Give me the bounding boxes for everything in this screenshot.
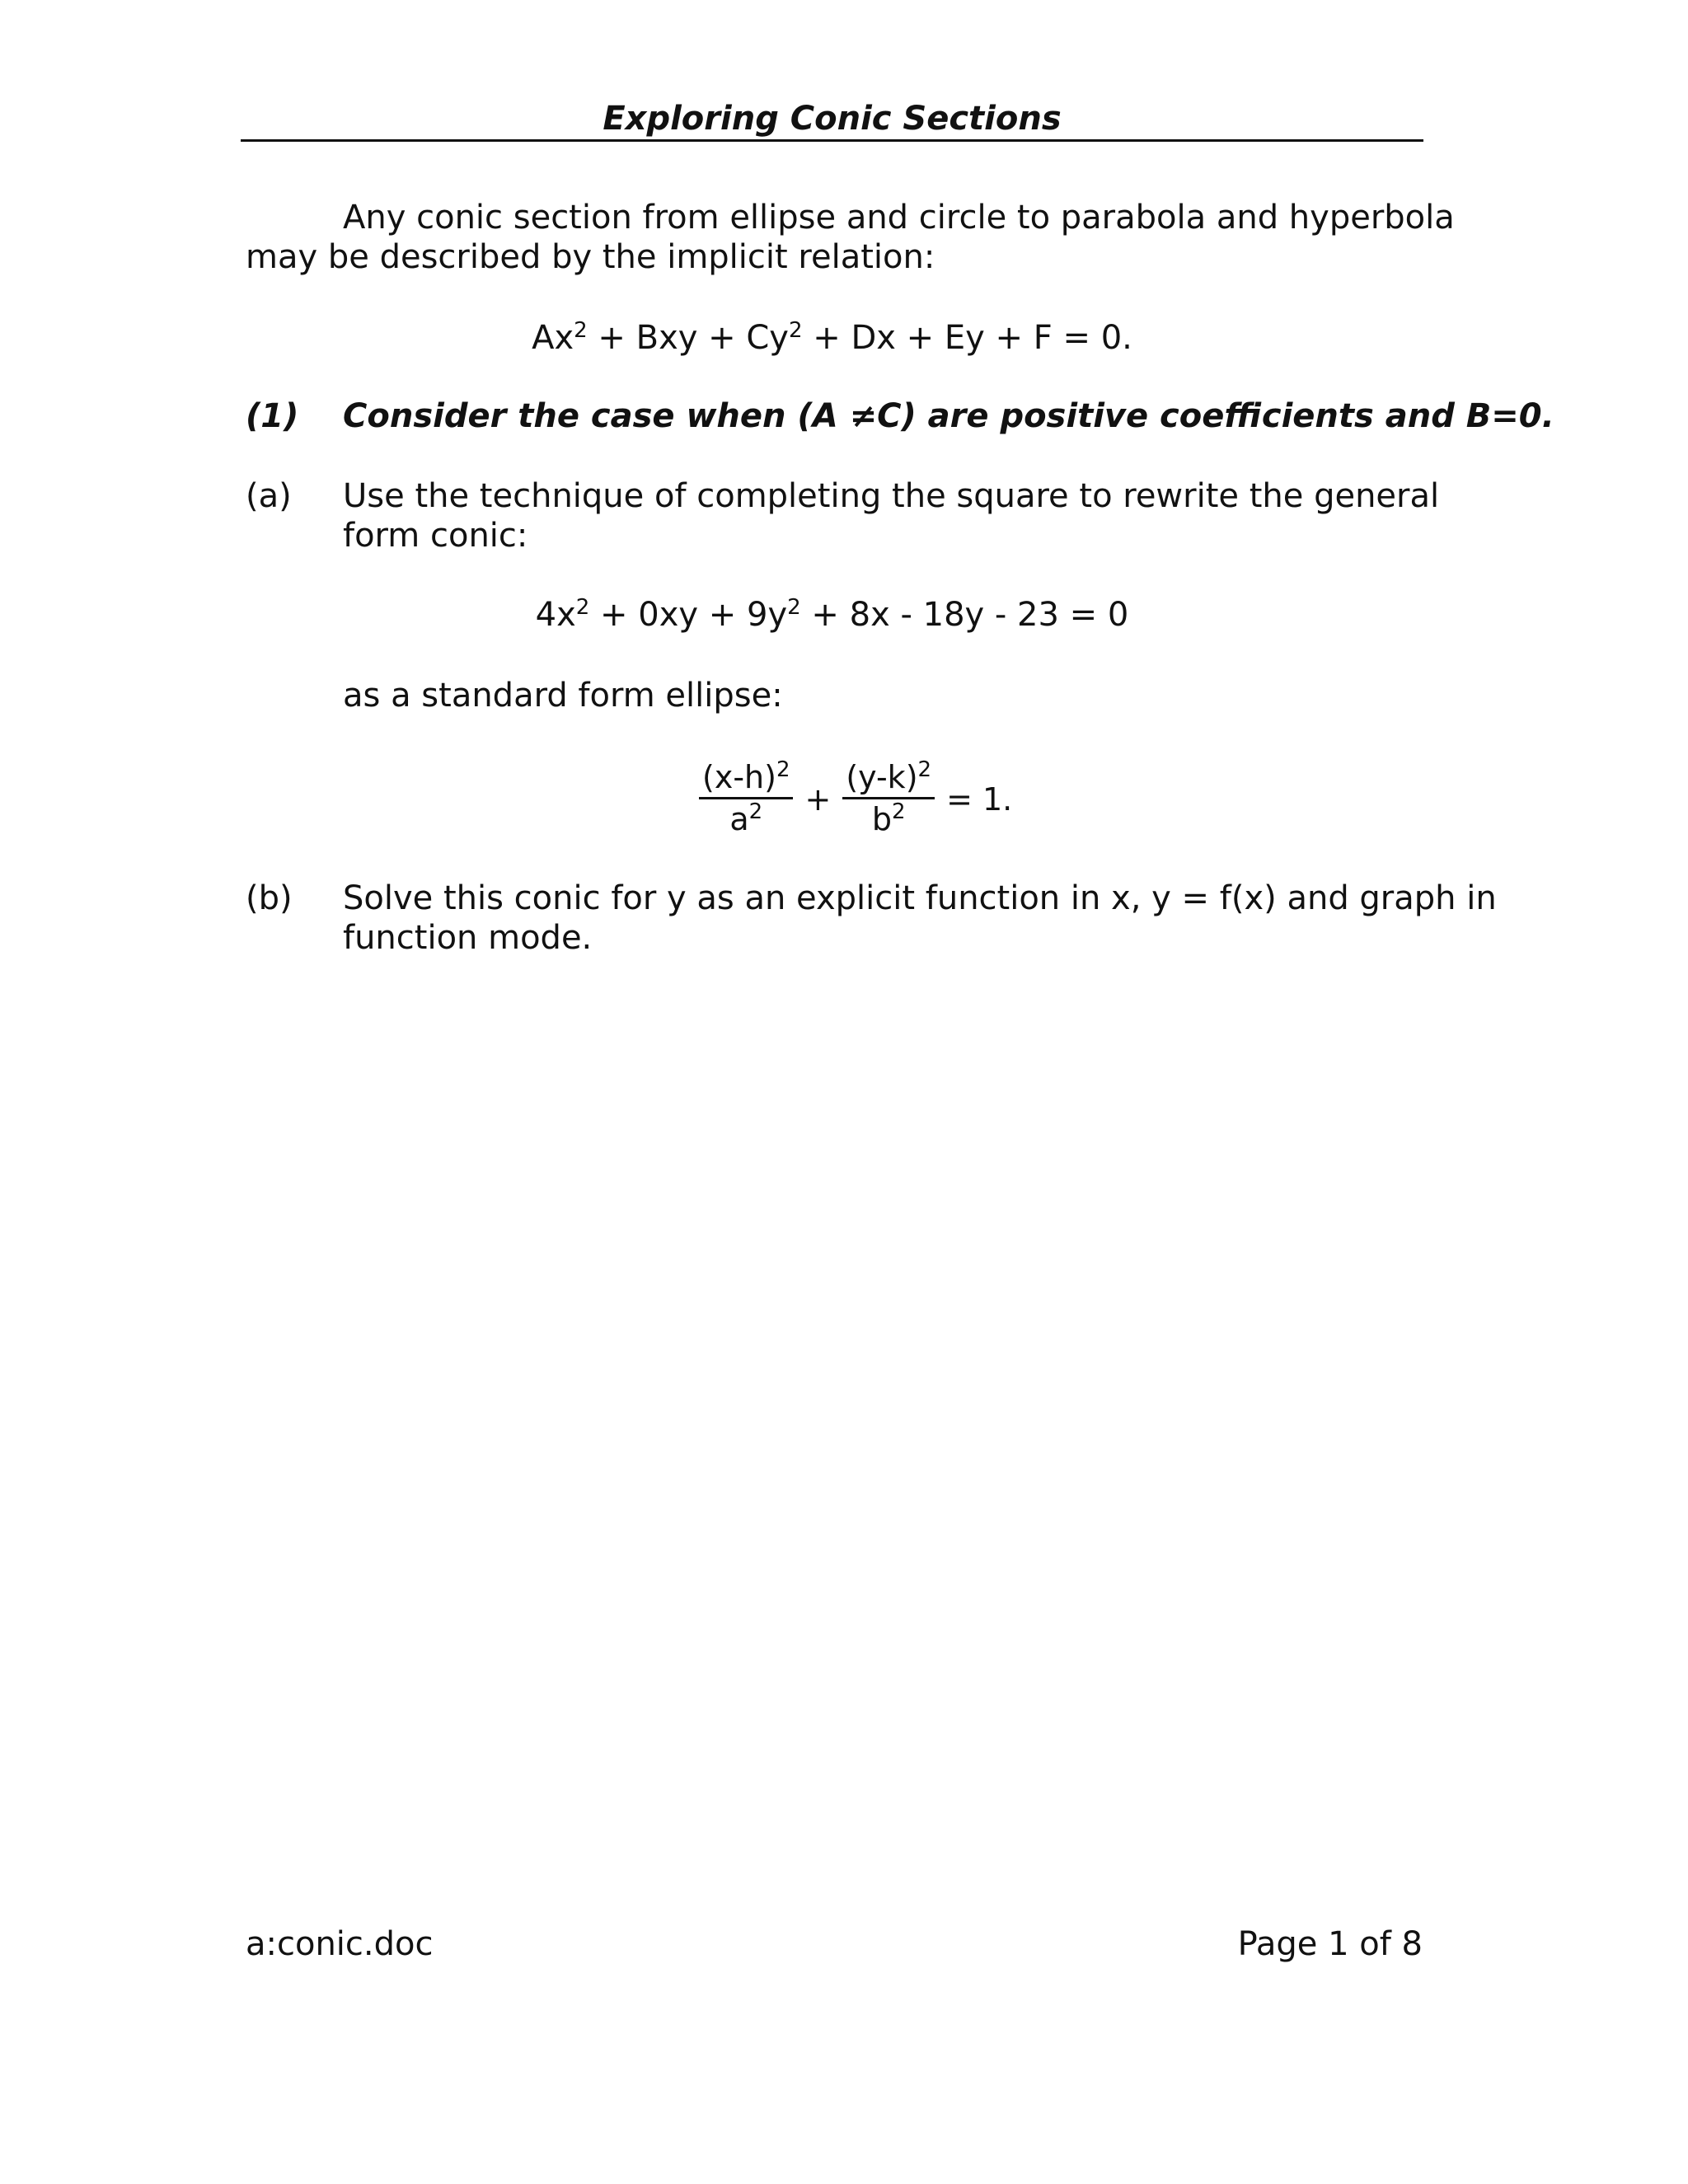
header-rule [241,139,1423,142]
specific-conic-equation [241,595,1423,635]
fraction-x-term [699,759,793,837]
fraction-x-numerator: $(x-h)^2$ [699,759,793,799]
item-b-line-2: function mode. [343,919,593,957]
standard-form-ellipse-equation [699,757,1024,839]
specific-eq-exponent-1: 2 [575,595,590,620]
item-b-text [343,879,1497,958]
general-eq-part-2: + Bxy + Cy [587,319,789,357]
intro-line-2: may be described by the implicit relation: [246,238,935,276]
item-a-text [343,476,1439,555]
intro-paragraph [246,198,1455,277]
general-eq-exponent-1: 2 [574,318,588,343]
standard-form-lead: as a standard form ellipse: [343,677,783,715]
footer-filename: a:conic.doc [246,1925,434,1963]
general-eq-part-3: + Dx + Ey + F = 0. [802,319,1132,357]
specific-eq-part-1: 4x [535,596,576,634]
item-1-marker: (1) [246,397,299,435]
page-title: Exploring Conic Sections [603,100,1062,138]
fraction-y-numerator: $(y-k)^2$ [842,759,935,799]
footer-page-number: Page 1 of 8 [1237,1925,1423,1963]
plus-sign: + [804,781,832,818]
general-eq-part-1: Ax [532,319,574,357]
intro-line-1: Any conic section from ellipse and circle to parabola and hyperbola [343,199,1455,237]
item-1-text: Consider the case when (A ≠C) are positive coefficients and B=0. [343,397,1554,435]
fraction-y-term [842,759,935,837]
general-conic-equation [241,318,1423,358]
specific-eq-part-2: + 0xy + 9y [589,596,788,634]
fraction-y-denominator: $b^2$ [871,799,906,837]
specific-eq-exponent-2: 2 [787,595,801,620]
item-b-line-1: Solve this conic for y as an explicit function in x, y = f(x) and graph in [343,879,1497,917]
item-a-marker: (a) [246,477,292,515]
item-a-line-2: form conic: [343,517,528,555]
item-a-line-1: Use the technique of completing the square to rewrite the general [343,477,1440,515]
item-b-marker: (b) [246,879,293,917]
fraction-x-denominator: $a^2$ [729,799,763,837]
specific-eq-part-3: + 8x - 18y - 23 = 0 [800,596,1129,634]
equals-one: = 1. [946,781,1013,818]
general-eq-exponent-2: 2 [788,318,803,343]
